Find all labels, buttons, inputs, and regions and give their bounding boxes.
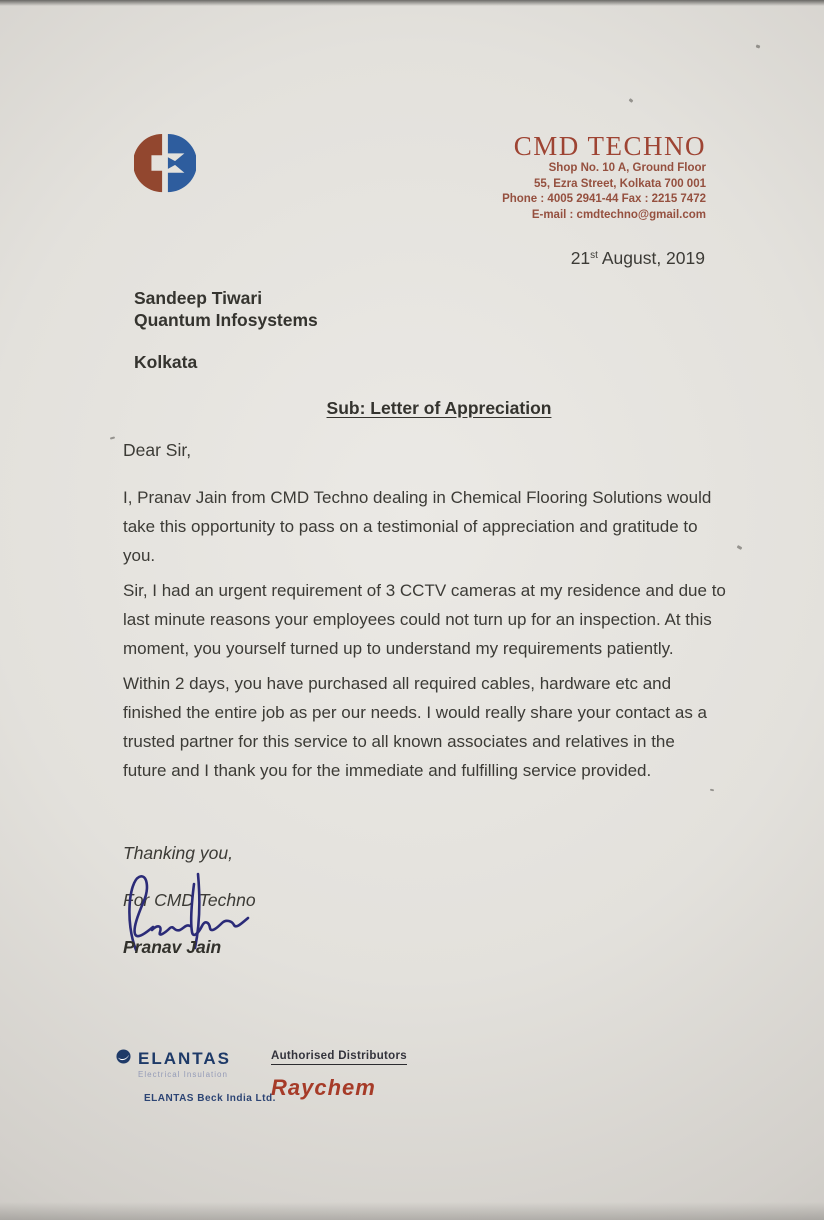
raychem-wordmark: Raychem bbox=[271, 1075, 376, 1100]
elantas-company-name: ELANTAS Beck India Ltd. bbox=[144, 1093, 276, 1104]
paragraph-line: moment, you yourself turned up to understand my requirements patiently. bbox=[123, 639, 674, 658]
address-line: Phone : 4005 2941-44 Fax : 2215 7472 bbox=[502, 193, 706, 205]
subject-line: Sub: Letter of Appreciation bbox=[326, 398, 552, 418]
date-day: 21 bbox=[570, 248, 591, 268]
cmd-techno-logo-icon bbox=[134, 132, 196, 194]
address-line: 55, Ezra Street, Kolkata 700 001 bbox=[534, 177, 706, 190]
recipient-city: Kolkata bbox=[134, 352, 198, 372]
salutation: Dear Sir, bbox=[123, 440, 192, 460]
signatory-name: Pranav Jain bbox=[123, 937, 222, 957]
date-rest: August, 2019 bbox=[597, 248, 705, 268]
paragraph-3 bbox=[123, 669, 768, 785]
letterhead-block bbox=[502, 131, 706, 223]
address-line: E-mail : cmdtechno@gmail.com bbox=[531, 208, 706, 221]
elantas-wordmark: ELANTAS bbox=[138, 1049, 232, 1068]
recipient-name: Sandeep Tiwari bbox=[134, 288, 263, 308]
recipient-block bbox=[134, 287, 318, 373]
authorised-distributors-label: Authorised Distributors bbox=[271, 1050, 407, 1065]
recipient-company: Quantum Infosystems bbox=[134, 310, 318, 330]
paragraph-line: I, Pranav Jain from CMD Techno dealing in Chemical Flooring Solutions would bbox=[123, 488, 712, 507]
paragraph-line: trusted partner for this service to all known associates and relatives in the bbox=[123, 732, 675, 751]
elantas-logo-row bbox=[116, 1049, 276, 1069]
elantas-logo-block bbox=[116, 1049, 276, 1104]
date-ordinal: st bbox=[590, 250, 598, 261]
paper-speck bbox=[710, 789, 714, 792]
elantas-globe-icon bbox=[116, 1049, 131, 1069]
paragraph-line: finished the entire job as per our needs. I would really share your contact as a bbox=[123, 703, 708, 722]
paragraph-line: Sir, I had an urgent requirement of 3 CCTV cameras at my residence and due to bbox=[123, 581, 726, 600]
paragraph-line: you. bbox=[123, 546, 156, 565]
letter-date bbox=[571, 248, 705, 269]
distributor-block bbox=[271, 1046, 407, 1101]
paragraph-line: Within 2 days, you have purchased all required cables, hardware etc and bbox=[123, 674, 672, 693]
paragraph-1 bbox=[123, 483, 768, 570]
paragraph-2 bbox=[123, 576, 768, 663]
company-name: CMD TECHNO bbox=[513, 131, 706, 161]
address-line: Shop No. 10 A, Ground Floor bbox=[548, 162, 706, 174]
paragraph-line: last minute reasons your employees could not turn up for an inspection. At this bbox=[123, 610, 712, 629]
signature-company-line: For CMD Techno bbox=[123, 890, 256, 910]
elantas-tagline: Electrical Insulation bbox=[138, 1070, 228, 1079]
closing-phrase: Thanking you, bbox=[123, 843, 233, 863]
paragraph-line: take this opportunity to pass on a testimonial of appreciation and gratitude to bbox=[123, 517, 698, 536]
paragraph-line: future and I thank you for the immediate and fulfilling service provided. bbox=[123, 761, 652, 780]
